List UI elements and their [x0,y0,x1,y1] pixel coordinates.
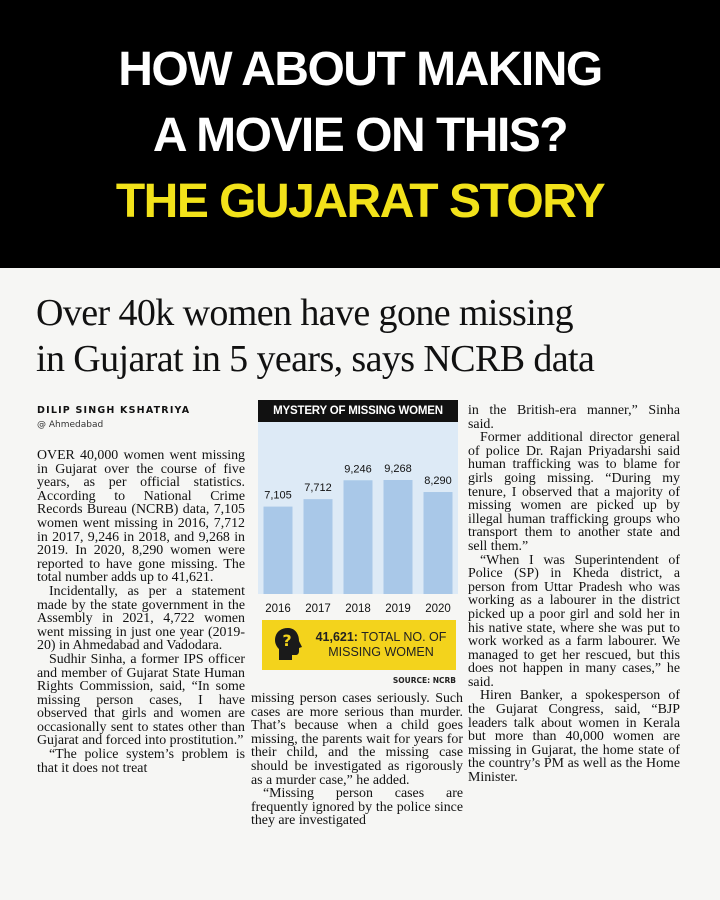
chart-data-label: 9,268 [384,463,412,475]
chart-title: MYSTERY OF MISSING WOMEN [258,400,458,422]
article-paragraph: Sudhir Sinha, a former IPS officer and member of Gujarat State Human Rights Commission, said, “In some missing person cases, I have observed that girls and women are occasionally sent to states other than Gujarat and forced into prostitution.” [37,651,245,749]
article-paragraph: Hiren Banker, a spokesperson of the Gujarat Congress, said, “BJP leaders talk about women in Kerala but more than 40,000 women are missing in Gujarat, the home state of the country’s PM as well as the Home Minister. [468,688,680,786]
headline-line-2: in Gujarat in 5 years, says NCRB data [36,338,595,380]
chart-bar-2016 [264,507,293,594]
bar-chart-svg [258,422,458,620]
svg-text:?: ? [282,631,292,650]
article-paragraph: OVER 40,000 women went missing in Gujarat over the course of five years, as per official statistics. According to National Crime Records Bureau (NCRB) data, 7,105 women went missing in 2016, 7,712 in 2017, 9,246 in 2018, and 9,268 in 2019. In 2020, 8,290 women were reported to have gone missing. The total number adds up to 41,621. [37,448,245,586]
chart-x-tick-label: 2019 [385,603,411,615]
article-paragraph: “When I was Superintendent of Police (SP) in Kheda district, a person from Uttar Pradesh who was working as a labourer in the district picked up a poor girl and sold her in his native state, where she was put to work worked as a farm labourer. We managed to get her rescued, but this does not happen in many cases,” he said. [468,552,680,690]
article-column-2 [251,692,463,828]
chart-data-label: 7,712 [304,482,332,495]
total-callout [262,620,456,670]
chart-x-tick-label: 2017 [305,603,331,615]
chart-bar-2020 [424,492,453,594]
article-paragraph: missing person cases seriously. Such cases are more serious than murder. That’s because when a child goes missing, the parents wait for years for their child, and the missing case should be investigated as rigorously as a murder case,” he added. [251,691,463,788]
chart-source: SOURCE: NCRB [392,676,456,685]
article-paragraph: Former additional director general of police Dr. Rajan Priyadarshi said human trafficking was to blame for girls going missing. “During my tenure, I observed that a majority of missing women are picked up by illegal human trafficking groups who transport them to another state and sell them.” [468,430,680,554]
article-paragraph: Incidentally, as per a statement made by the state government in the Assembly in 2021, 4,722 women went missing in just one year (2019-20) in Ahmedabad and Vadodara. [37,583,245,654]
article-column-3 [468,404,680,785]
total-value: 41,621: [315,630,358,644]
headline-line-1: Over 40k women have gone missing [36,292,573,334]
chart-x-tick-label: 2016 [265,603,291,615]
chart-data-label: 9,246 [344,463,372,476]
total-label: TOTAL NO. OF MISSING WOMEN [328,630,447,659]
article-paragraph: “The police system’s problem is that it does not treat [37,747,245,776]
article-paragraph: “Missing person cases are frequently ignored by the police since they are investigated [251,786,463,829]
author-byline: DILIP SINGH KSHATRIYA [37,405,191,416]
question-head-icon [272,626,304,662]
chart-x-tick-label: 2020 [425,603,451,615]
total-text [310,630,452,660]
chart-bar-2019 [384,480,413,594]
banner-line-3: THE GUJARAT STORY [115,175,605,228]
chart-bar-2018 [344,480,373,594]
banner-line-2: A MOVIE ON THIS? [152,109,568,162]
chart-bar-2017 [304,499,333,594]
chart-data-label: 7,105 [264,489,292,502]
article-paragraph: in the British-era manner,” Sinha said. [468,403,680,432]
chart-data-label: 8,290 [424,475,452,488]
chart-x-tick-label: 2018 [345,603,371,615]
article-column-1 [37,449,245,775]
banner-line-1: HOW ABOUT MAKING [118,43,602,96]
dateline: @ Ahmedabad [37,420,104,430]
